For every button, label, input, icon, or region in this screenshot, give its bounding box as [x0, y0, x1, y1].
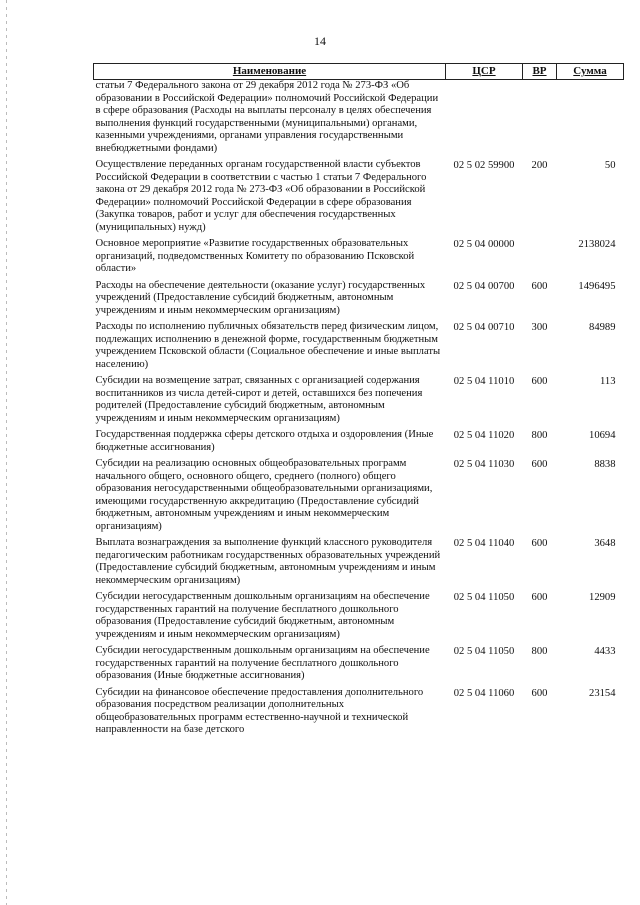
row-csr: 02 5 04 11010: [453, 376, 515, 387]
row-vr: 800: [531, 430, 548, 441]
header-sum: Сумма: [557, 64, 624, 80]
row-csr: 02 5 02 59900: [453, 160, 515, 171]
row-vr: [523, 80, 557, 157]
scan-edge-mark: [6, 0, 7, 905]
row-name: Расходы на обеспечение деятельности (оказание услуг) государственных учреждений (Предоставление субсидий бюджетным, автономным учреждениям и иным некоммерческим организациям): [95, 279, 426, 316]
page-number: 14: [314, 34, 326, 48]
row-csr: 02 5 04 11030: [453, 459, 515, 470]
row-sum: 113: [600, 376, 616, 387]
table-header-row: [94, 64, 624, 80]
row-sum: 10694: [589, 430, 616, 441]
header-vr: ВР: [523, 64, 557, 80]
row-sum: 2138024: [578, 239, 616, 250]
table-row: [94, 588, 624, 642]
row-csr: 02 5 04 00000: [453, 239, 515, 250]
table-row: [94, 318, 624, 372]
row-vr: 600: [531, 538, 548, 549]
row-sum: 50: [604, 160, 616, 171]
header-name: Наименование: [94, 64, 446, 80]
row-name: Осуществление переданных органам государственной власти субъектов Российской Федерации в соответствии с частью 1 статьи 7 Федерального закона от 29 декабря 2012 года № 273-ФЗ «Об образовании в Российской Федерации» полномочий Российской Федерации в сфере образования (Закупка товаров, работ и услуг для обеспечения государственных (муниципальных) нужд): [95, 159, 427, 233]
row-csr: 02 5 04 11050: [453, 646, 515, 657]
row-name: Субсидии на финансовое обеспечение предоставления дополнительного образования посредством реализации дополнительных общеобразовательных программ естественно-научной и технической направленности на базе детского: [95, 686, 424, 735]
row-name: Основное мероприятие «Развитие государственных образовательных организаций, подведомственных Комитету по образованию Псковской области»: [95, 238, 415, 274]
row-sum: 4433: [594, 646, 616, 657]
row-csr: 02 5 04 11020: [453, 430, 515, 441]
table-row: [94, 235, 624, 277]
table-row: [94, 534, 624, 588]
row-csr: 02 5 04 00700: [453, 280, 515, 292]
row-vr: 200: [531, 160, 548, 171]
table-row: [94, 156, 624, 235]
row-name: Субсидии негосударственным дошкольным организациям на обеспечение государственных гарантий на получение бесплатного дошкольного образования (Иные бюджетные ассигнования): [95, 645, 430, 681]
row-sum: 84989: [589, 322, 616, 333]
row-vr: [523, 235, 557, 277]
row-sum: 8838: [594, 459, 616, 470]
row-vr: 600: [531, 687, 548, 699]
row-name: Субсидии на возмещение затрат, связанных с организацией содержания воспитанников из числа детей-сирот и детей, оставшихся без попечения родителей (Предоставление субсидий бюджетным, автономным учреждениям и иным некоммерческим организациям): [95, 375, 423, 424]
row-name: Расходы по исполнению публичных обязательств перед физическим лицом, подлежащих исполнению в денежной форме, государственным бюджетным учреждением Псковской области (Социальное обеспечение и иные выплаты населению): [95, 321, 441, 370]
row-csr: 02 5 04 11040: [453, 538, 515, 549]
budget-table: [93, 63, 624, 738]
row-name: Субсидии на реализацию основных общеобразовательных программ начального общего, основного общего, среднего (полного) общего образования негосударственными общеобразовательными организациями, имеющими государственную аккредитацию (Предоставление субсидий бюджетным, автономным учреждениям и иным некоммерческим организациям): [95, 458, 433, 532]
row-name: Выплата вознаграждения за выполнение функций классного руководителя педагогическим работникам государственных образовательных учреждений (Предоставление субсидий бюджетным, автономным учреждениям и иным некоммерческим организациям): [95, 537, 441, 586]
row-sum: 1496495: [578, 280, 616, 292]
row-csr: 02 5 04 00710: [453, 322, 515, 333]
table-row: [94, 277, 624, 319]
row-csr: [446, 80, 523, 157]
row-vr: 600: [531, 459, 548, 470]
table-row: [94, 684, 624, 738]
row-sum: 12909: [589, 592, 616, 603]
table-row: [94, 642, 624, 684]
table-row: [94, 80, 624, 157]
row-csr: 02 5 04 11060: [453, 687, 515, 699]
table-row: [94, 455, 624, 534]
row-vr: 600: [531, 592, 548, 603]
table-row: [94, 372, 624, 426]
row-vr: 600: [531, 376, 548, 387]
row-vr: 300: [531, 322, 548, 333]
row-sum: 23154: [589, 687, 616, 699]
row-sum: [557, 80, 624, 157]
row-name: статьи 7 Федерального закона от 29 декабря 2012 года № 273-ФЗ «Об образовании в Российской Федерации» полномочий Российской Федерации в сфере образования (Расходы на выплаты персоналу в целях обеспечения выполнения функций государственными (муниципальными) органами, казенными учреждениями, органами управления государственными внебюджетными фондами): [95, 80, 439, 154]
row-sum: 3648: [594, 538, 616, 549]
row-vr: 800: [531, 646, 548, 657]
row-name: Субсидии негосударственным дошкольным организациям на обеспечение государственных гарантий на получение бесплатного дошкольного образования (Предоставление субсидий бюджетным, автономным учреждениям и иным некоммерческим организациям): [95, 591, 430, 640]
row-name: Государственная поддержка сферы детского отдыха и оздоровления (Иные бюджетные ассигнования): [95, 429, 434, 453]
table-row: [94, 426, 624, 455]
header-csr: ЦСР: [446, 64, 523, 80]
row-csr: 02 5 04 11050: [453, 592, 515, 603]
row-vr: 600: [531, 280, 548, 292]
